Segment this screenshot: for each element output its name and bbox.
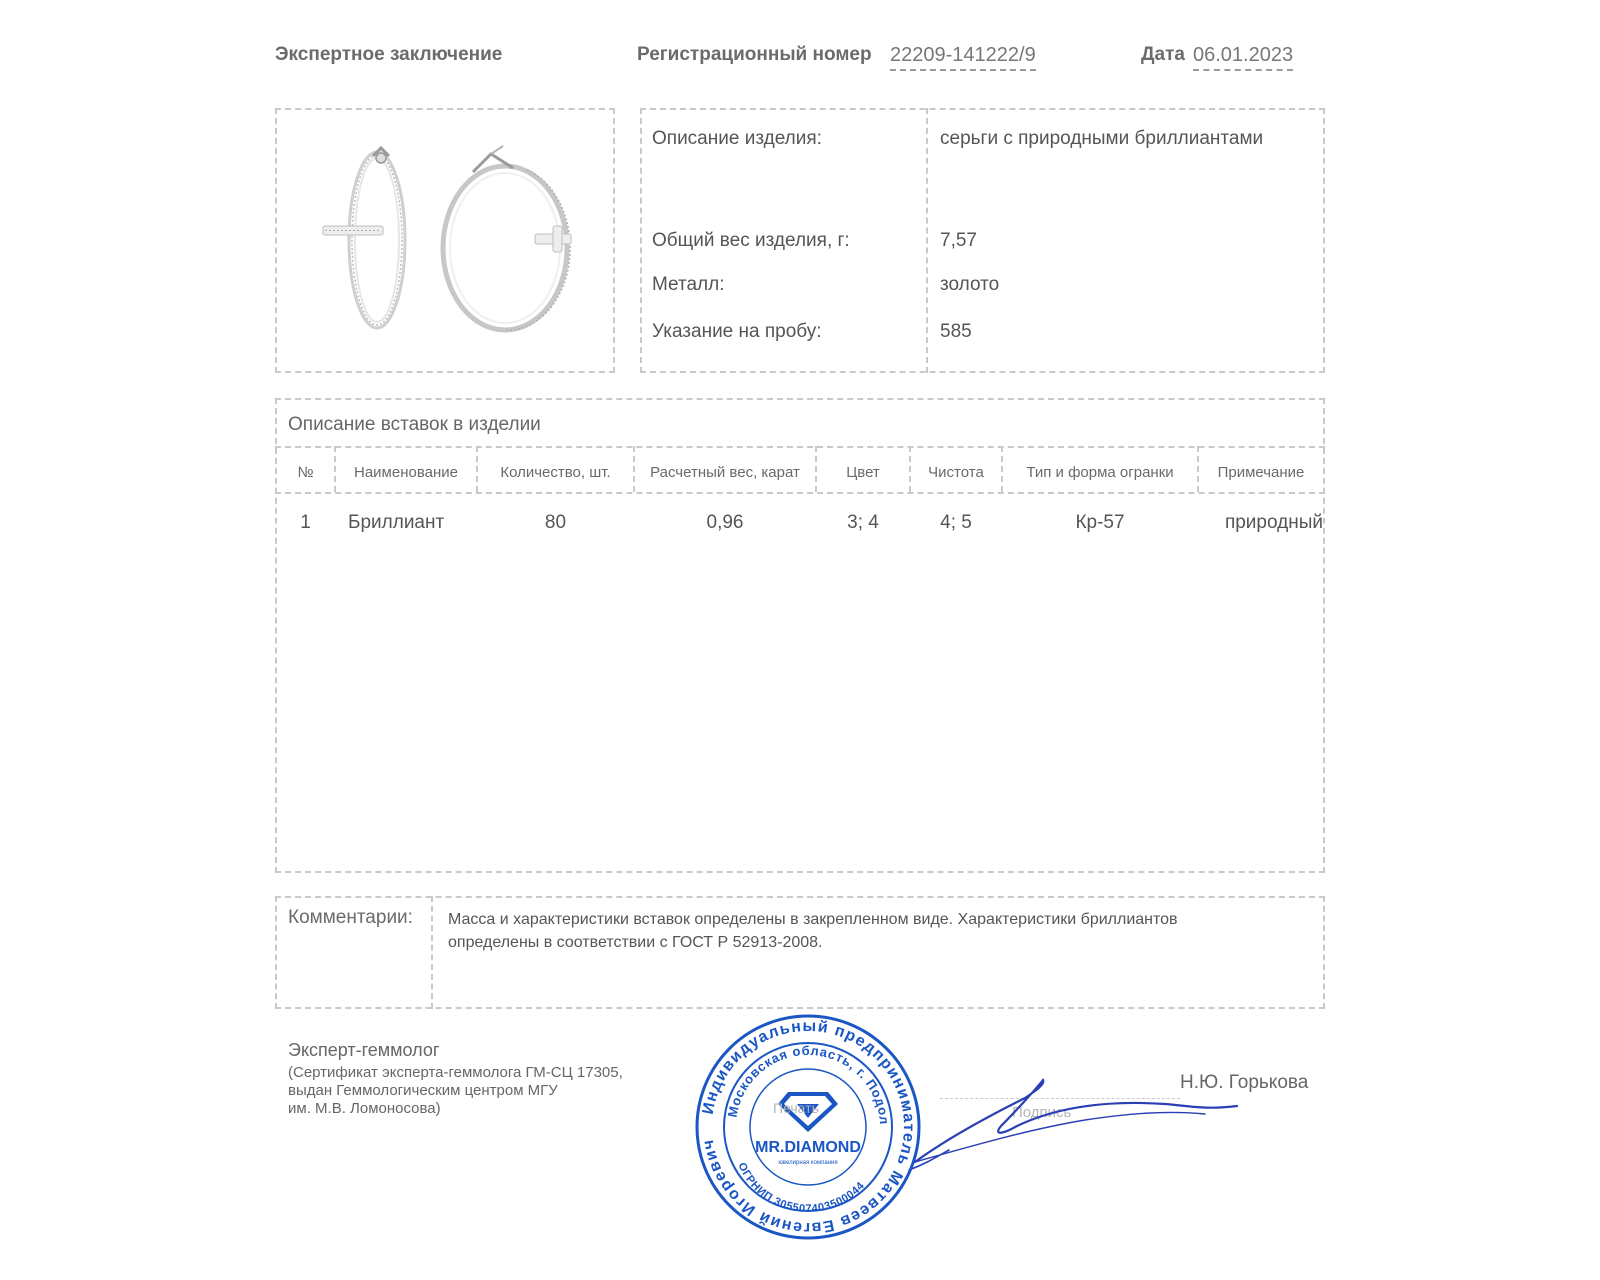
document-title: Экспертное заключение xyxy=(275,44,503,65)
metal-value: золото xyxy=(940,274,1000,295)
expert-certificate-line-1: (Сертификат эксперта-геммолога ГМ-СЦ 17305, xyxy=(288,1064,623,1081)
col-header-quantity: Количество, шт. xyxy=(500,464,611,481)
stamp-hint: Печать xyxy=(773,1100,819,1116)
signer-name: Н.Ю. Горькова xyxy=(1180,1072,1309,1093)
expert-title: Эксперт-геммолог xyxy=(288,1040,440,1060)
cell-number: 1 xyxy=(300,512,311,533)
col-header-number: № xyxy=(297,464,314,481)
date-label: Дата xyxy=(1141,44,1185,65)
product-image-box xyxy=(275,108,615,373)
signature-hint: Подпись xyxy=(1012,1104,1072,1121)
reg-number-value: 22209-141222/9 xyxy=(890,44,1036,71)
hallmark-value: 585 xyxy=(940,321,972,342)
total-weight-value: 7,57 xyxy=(940,230,977,251)
comments-divider xyxy=(431,896,433,1009)
col-header-name: Наименование xyxy=(354,464,458,481)
inserts-title: Описание вставок в изделии xyxy=(288,414,541,435)
stamp-ogrnip: ОГРНИП 305507403500044 xyxy=(735,1160,868,1216)
stamp-brand: MR.DIAMOND xyxy=(755,1139,861,1156)
comments-label: Комментарии: xyxy=(288,907,413,928)
company-stamp xyxy=(693,1012,923,1242)
product-details-divider xyxy=(926,108,928,373)
col-header-note: Примечание xyxy=(1217,464,1305,481)
cell-clarity: 4; 5 xyxy=(940,512,972,533)
product-description-value: серьги с природными бриллиантами xyxy=(940,128,1264,149)
stamp-inner-text: Московская область, г. Подол xyxy=(724,1042,893,1126)
reg-number-label: Регистрационный номер xyxy=(637,44,872,65)
comments-line-2: определены в соответствии с ГОСТ Р 52913-2008. xyxy=(448,934,823,951)
col-header-cut: Тип и форма огранки xyxy=(1026,464,1174,481)
cell-note: природный xyxy=(1224,512,1323,533)
date-value: 06.01.2023 xyxy=(1193,44,1293,71)
col-header-color: Цвет xyxy=(846,464,880,481)
hallmark-label: Указание на пробу: xyxy=(652,321,822,342)
total-weight-label: Общий вес изделия, г: xyxy=(652,230,850,251)
product-description-label: Описание изделия: xyxy=(652,128,822,149)
cell-cut: Кр-57 xyxy=(1075,512,1125,533)
stamp-outer-text: Индивидуальный предприниматель Матвеев Евгений Игоревич xyxy=(699,1017,918,1237)
col-header-weight: Расчетный вес, карат xyxy=(650,464,800,481)
inserts-header-divider xyxy=(275,492,1325,494)
comments-text xyxy=(448,908,1308,954)
col-header-clarity: Чистота xyxy=(928,464,984,481)
cell-name: Бриллиант xyxy=(348,512,445,533)
cell-weight: 0,96 xyxy=(706,512,744,533)
cell-color: 3; 4 xyxy=(847,512,879,533)
expert-certificate-line-2: выдан Геммологическим центром МГУ xyxy=(288,1082,558,1099)
handwritten-signature-icon xyxy=(905,1070,1245,1180)
expert-certificate xyxy=(288,1064,623,1118)
comments-line-1: Масса и характеристики вставок определены в закрепленном виде. Характеристики бриллиантов xyxy=(448,911,1178,928)
stamp-tagline: ювелирная компания xyxy=(778,1160,838,1166)
metal-label: Металл: xyxy=(652,274,725,295)
inserts-title-divider xyxy=(275,446,1325,448)
earrings-photo-icon xyxy=(277,110,613,371)
cell-quantity: 80 xyxy=(544,512,567,533)
expert-certificate-line-3: им. М.В. Ломоносова) xyxy=(288,1100,441,1117)
